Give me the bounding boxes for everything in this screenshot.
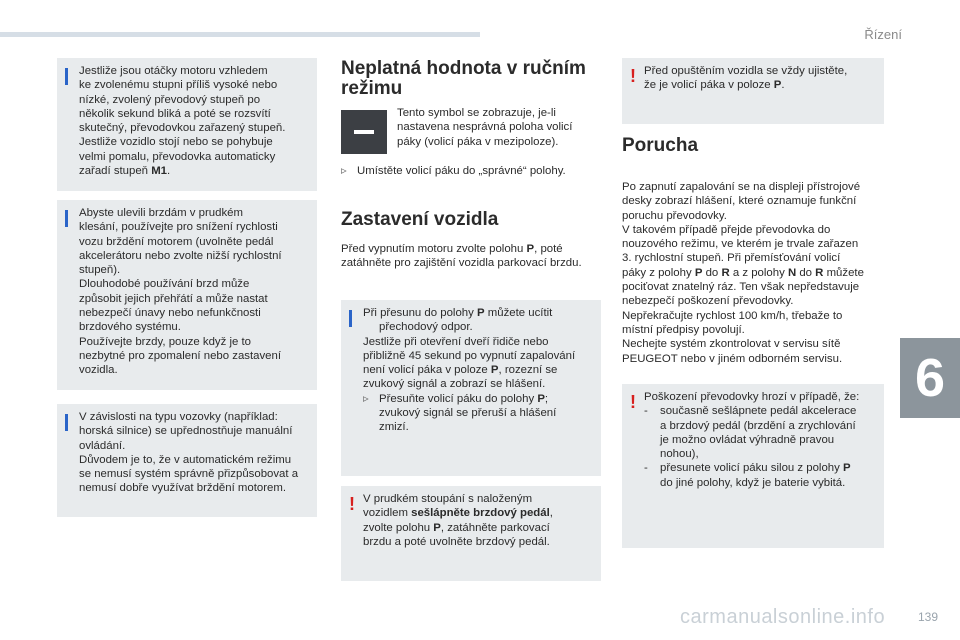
- info-icon: [65, 210, 68, 227]
- info-icon: [65, 68, 68, 85]
- heading-invalid-value: Neplatná hodnota v ručním režimu: [341, 58, 586, 99]
- header-bar: [0, 32, 480, 37]
- bullet-arrow-icon: ▹: [341, 165, 347, 177]
- stopping-text: Před vypnutím motoru zvolte polohu P, poté zatáhněte pro zajištění vozidla parkovací brzdu.: [341, 243, 582, 270]
- fault-text: Po zapnutí zapalování se na displeji přístrojové desky zobrazí hlášení, které oznamuje funkční poruchu převodovky. V takovém případě přejde převodovka do nouzového režimu, ve kterém je trvale zařazen 3. rychlostní stupeň. Při přemísťování volicí páky z polohy P do R a z polohy N do R můžete pociťovat znatelný ráz. Ten však nepředstavuje nebezpečí poškození převodovky. Nepřekračujte rychlost 100 km/h, třebaže to místní předpisy povolují. Nechejte systém zkontrolovat v servisu sítě PEUGEOT nebo v jiném odborném servisu.: [622, 181, 864, 365]
- heading-fault: Porucha: [622, 135, 699, 156]
- chapter-tab: [900, 338, 960, 418]
- info-box-manual-mode: V závislosti na typu vozovky (například: horská silnice) se upřednostňuje manuální ovládání. Důvodem je to, že v automatickém režimu se nemusí systém správně přizpůsobovat a nemusí dobře využívat brždění motorem.: [57, 404, 317, 517]
- symbol-description: Tento symbol se zobrazuje, je-li nastavena nesprávná poloha volicí páky (volicí páka v mezipoloze).: [397, 107, 573, 148]
- chapter-number: 6: [914, 348, 946, 408]
- info-box-gear-display: Jestliže jsou otáčky motoru vzhledem ke zvolenému stupni příliš vysoké nebo nízké, zvolený převodový stupeň po několik sekund bliká a poté se rozsvítí skutečný, převodovkou zařazený stupeň. Jestliže vozidlo stojí nebo se pohybuje velmi pomalu, převodovka automaticky zařadí stupeň M1.: [57, 58, 317, 191]
- bullet-instruction: ▹ Umístěte volicí páku do „správné“ polohy.: [341, 165, 566, 177]
- warning-box-gearbox-damage: ! Poškození převodovky hrozí v případě, že: - současně sešlápnete pedál akcelerace a brzdový pedál (brzdění a zrychlování je možno ovládat výhradně pravou nohou), - přesunete volicí páku silou z polohy P do jiné polohy, když je baterie vybitá.: [622, 384, 884, 548]
- info-icon: [349, 310, 352, 327]
- warning-exclamation-icon: !: [349, 494, 355, 514]
- gear-fault-symbol-icon: [341, 110, 387, 154]
- watermark: carmanualsonline.info: [680, 606, 886, 628]
- warning-exclamation-icon: !: [630, 66, 636, 86]
- bullet-arrow-icon: ▹: [363, 392, 369, 405]
- heading-stopping: Zastavení vozidla: [341, 209, 499, 230]
- info-box-park-position: Při přesunu do polohy P můžete ucítit přechodový odpor. Jestliže při otevření dveří řidiče nebo přibližně 45 sekund po vypnutí zapalování není volicí páka v poloze P, rozezní se zvukový signál a zobrazí se hlášení. ▹ Přesuňte volicí páku do polohy P; zvukový signál se přeruší a hlášení zmizí.: [341, 300, 601, 476]
- warning-box-leaving-vehicle: ! Před opuštěním vozidla se vždy ujistěte, že je volicí páka v poloze P.: [622, 58, 884, 124]
- warning-box-steep-slope: ! V prudkém stoupání s naloženým vozidlem sešlápněte brzdový pedál, zvolte polohu P, zatáhněte parkovací brzdu a poté uvolněte brzdový pedál.: [341, 486, 601, 581]
- info-box-engine-braking: Abyste ulevili brzdám v prudkém klesání, používejte pro snížení rychlosti vozu brždění motorem (uvolněte pedál akcelerátoru nebo zvolte nižší rychlostní stupeň). Dlouhodobé používání brzd může způsobit jejich přehřátí a může nastat nebezpečí únavy nebo nefunkčnosti brzdového systému. Používejte brzdy, pouze když je to nezbytné pro zpomalení nebo zastavení vozidla.: [57, 200, 317, 390]
- section-title: Řízení: [864, 27, 902, 42]
- info-icon: [65, 414, 68, 431]
- page-number: 139: [917, 610, 938, 624]
- warning-exclamation-icon: !: [630, 392, 636, 412]
